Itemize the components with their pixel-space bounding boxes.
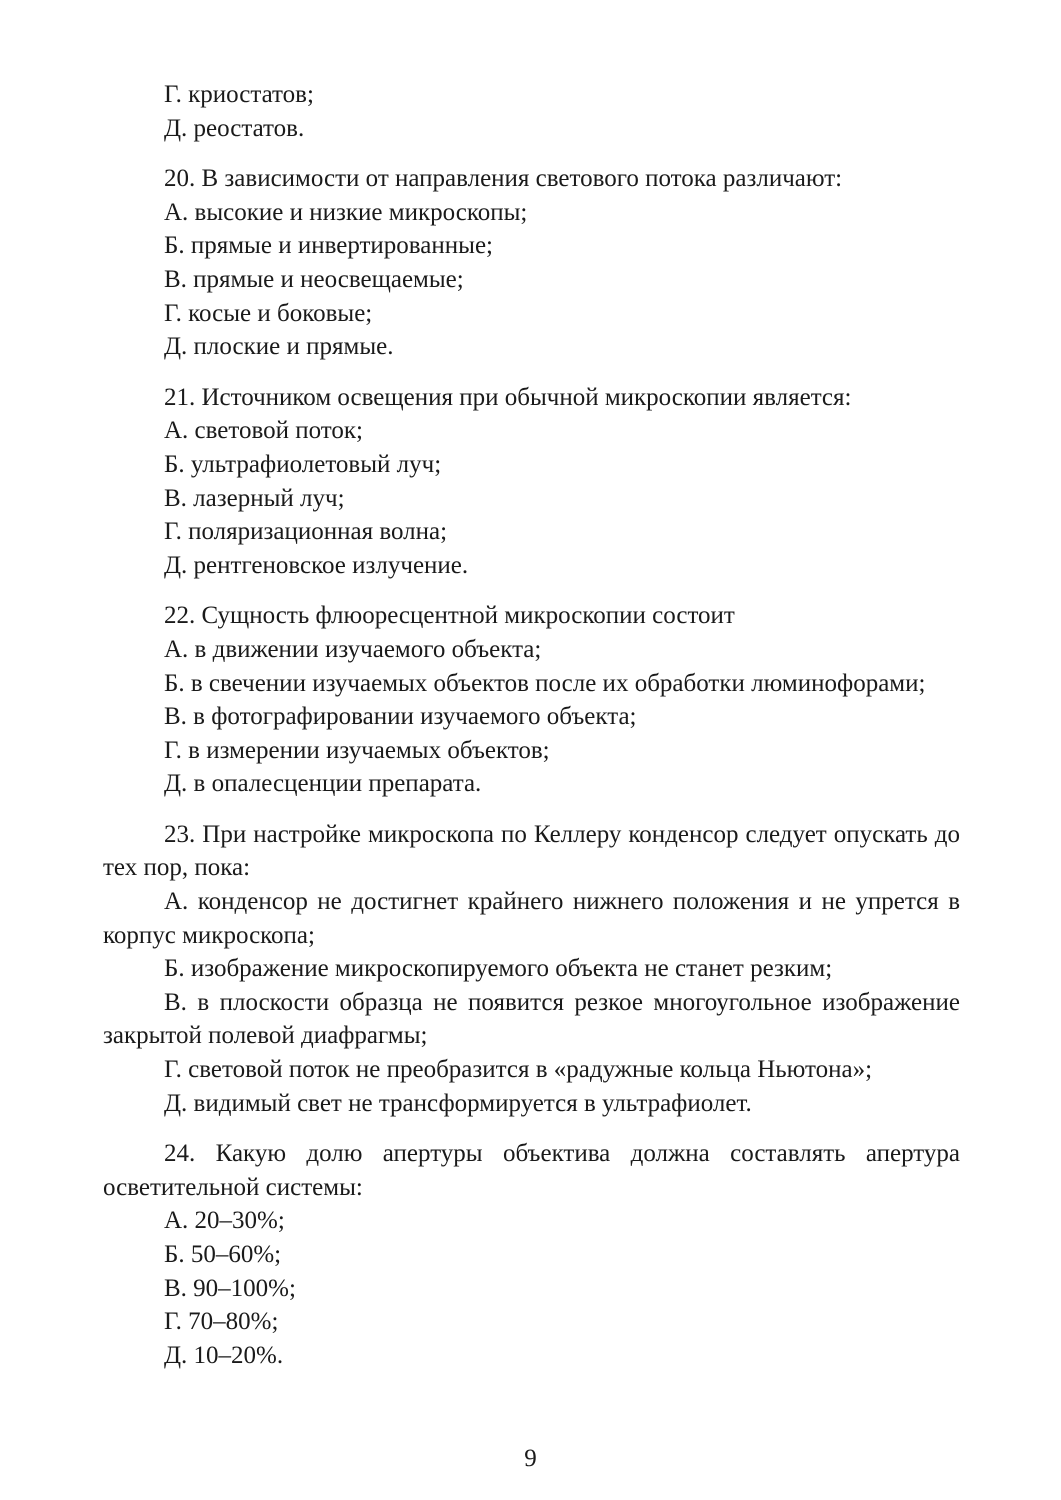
question-prompt: 24. Какую долю апертуры объектива должна составлять апертура осветительной системы: [103, 1140, 960, 1201]
option-line: Д. реостатов. [164, 114, 305, 142]
option-line: В. прямые и неосвещаемые; [164, 265, 464, 293]
option-line: Д. рентгеновское излучение. [164, 551, 469, 579]
question-prompt: 22. Сущность флюоресцентной микроскопии состоит [164, 602, 735, 630]
option-line: В. в фотографировании изучаемого объекта; [164, 703, 637, 731]
option-line: Г. в измерении изучаемых объектов; [164, 736, 550, 764]
option-line: А. конденсор не достигнет крайнего нижнего положения и не упрется в корпус микроскопа; [103, 888, 960, 949]
question-23 [103, 818, 960, 1120]
option-line: Д. видимый свет не трансформируется в ультрафиолет. [164, 1089, 752, 1117]
question-prompt: 21. Источником освещения при обычной микроскопии является: [164, 383, 852, 411]
question-20 [103, 162, 960, 364]
question-prompt: 23. При настройке микроскопа по Келлеру конденсор следует опускать до тех пор, пока: [103, 820, 960, 882]
question-21 [103, 381, 960, 583]
option-line: А. в движении изучаемого объекта; [164, 635, 542, 663]
option-line: Д. плоские и прямые. [164, 333, 394, 361]
option-line: Б. изображение микроскопируемого объекта не станет резким; [164, 955, 833, 983]
question-22 [103, 599, 960, 801]
option-line: Б. 50–60%; [164, 1241, 282, 1268]
option-line: Б. ультрафиолетовый луч; [164, 450, 442, 478]
option-line: Б. в свечении изучаемых объектов после их обработки люминофорами; [164, 669, 926, 697]
option-line: Г. косые и боковые; [164, 299, 373, 327]
option-line: Д. 10–20%. [164, 1341, 284, 1369]
option-line: А. световой поток; [164, 417, 363, 445]
continued-options [103, 78, 960, 145]
option-line: В. в плоскости образца не появится резкое многоугольное изображение закрытой полевой диафрагмы; [103, 988, 960, 1050]
question-prompt: 20. В зависимости от направления светового потока различают: [164, 165, 843, 193]
option-line: А. 20–30%; [164, 1207, 285, 1235]
option-line: Г. поляризационная волна; [164, 518, 448, 546]
option-line: Г. световой поток не преобразится в «радужные кольца Ньютона»; [164, 1056, 873, 1084]
option-line: А. высокие и низкие микроскопы; [164, 198, 528, 226]
option-line: В. 90–100%; [164, 1274, 296, 1302]
document-page [103, 78, 960, 1372]
page-number: 9 [524, 1445, 537, 1472]
option-line: Д. в опалесценции препарата. [164, 770, 482, 798]
option-line: Г. 70–80%; [164, 1308, 279, 1336]
option-line: В. лазерный луч; [164, 484, 345, 512]
option-line: Б. прямые и инвертированные; [164, 232, 493, 260]
option-line: Г. криостатов; [164, 81, 314, 108]
question-24 [103, 1137, 960, 1372]
